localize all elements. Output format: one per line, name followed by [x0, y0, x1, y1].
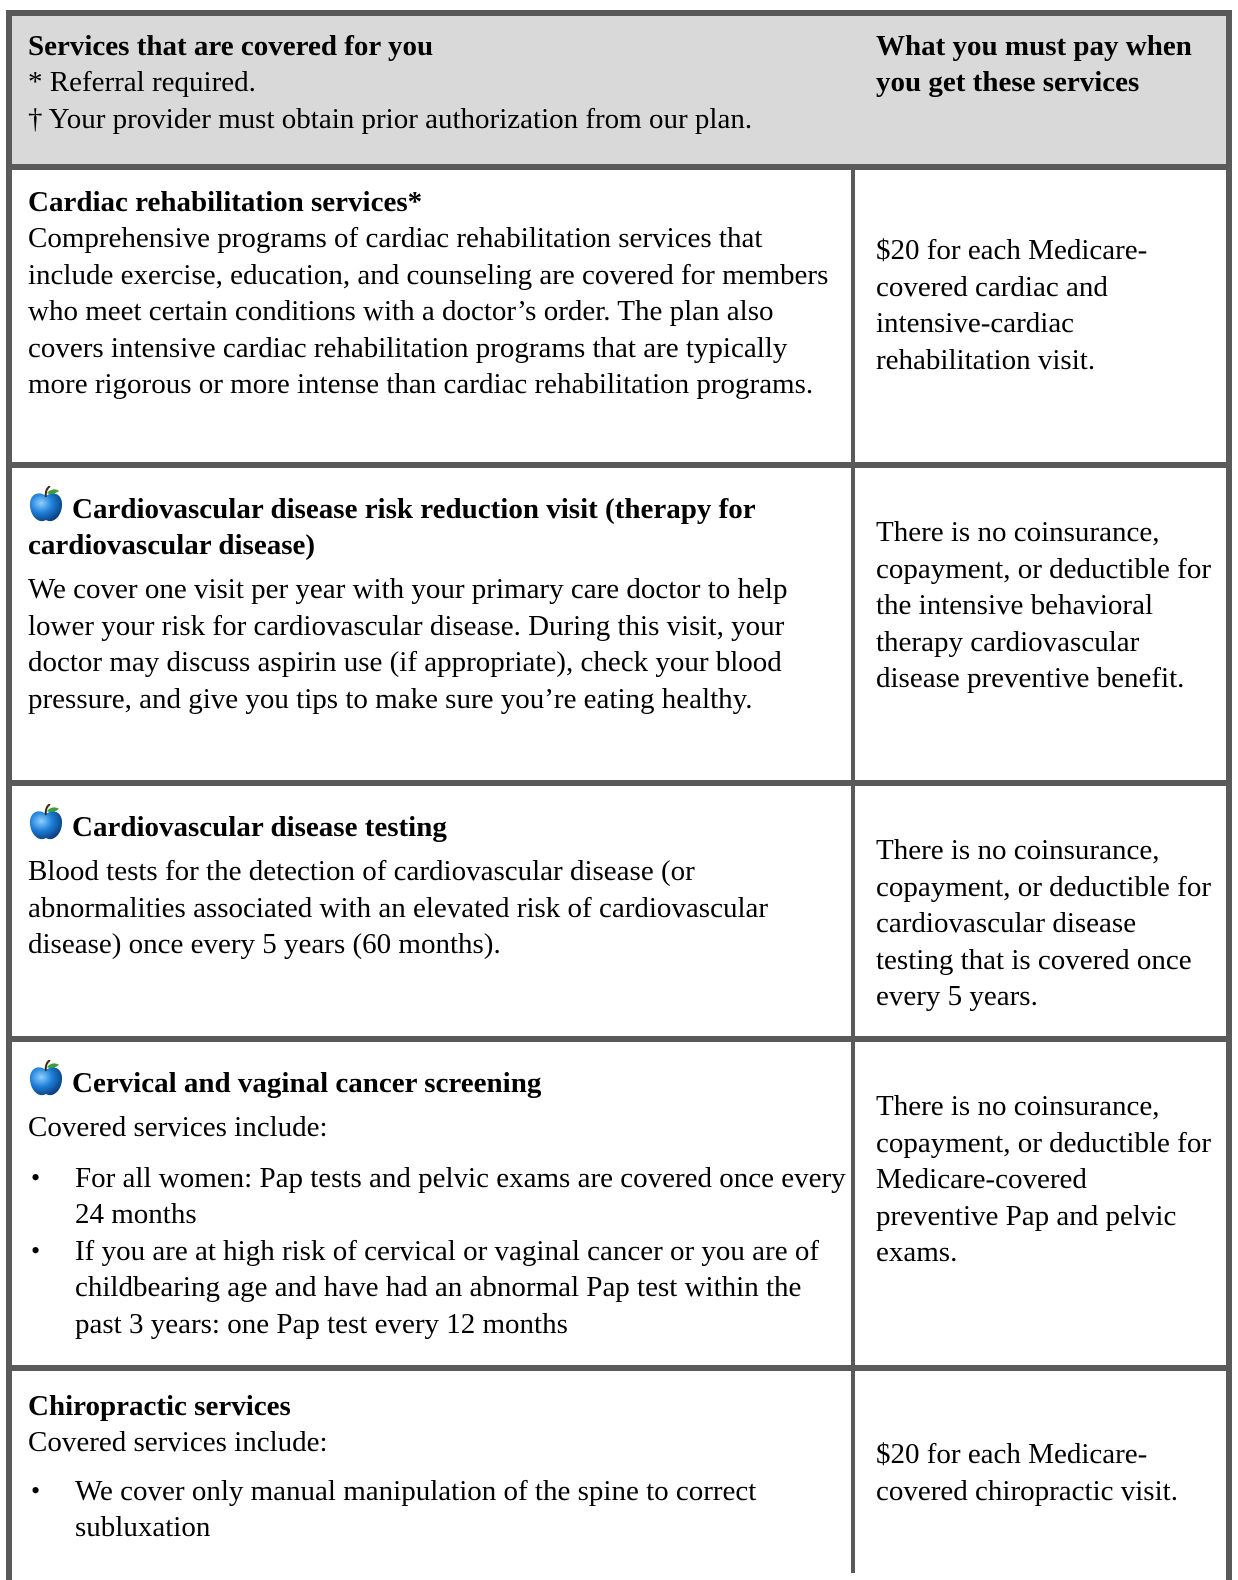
row-separator	[6, 780, 1232, 786]
row-title: Cardiovascular disease risk reduction visit (therapy for cardiovascular disease)	[28, 493, 756, 561]
row-intro: Covered services include:	[28, 1426, 328, 1458]
header-note-authorization: † Your provider must obtain prior authorization from our plan.	[28, 102, 753, 135]
row-cost: There is no coinsurance, copayment, or deductible for cardiovascular disease testing that is covered once every 5 years.	[876, 834, 1211, 1012]
row-title: Cardiovascular disease testing	[72, 811, 447, 843]
row-cost: $20 for each Medicare-covered chiropractic visit.	[876, 1438, 1178, 1507]
row-cost: $20 for each Medicare-covered cardiac and intensive-cardiac rehabilitation visit.	[876, 234, 1148, 376]
row-description: Blood tests for the detection of cardiovascular disease (or abnormalities associated with an elevated risk of cardiovascular disease) once every 5 years (60 months).	[28, 855, 769, 960]
apple-icon	[28, 804, 64, 842]
list-item: • For all women: Pap tests and pelvic exams are covered once every 24 months	[28, 1160, 848, 1233]
row-cardiovascular-risk-visit	[28, 486, 848, 717]
apple-icon	[28, 1060, 64, 1098]
header-services-title: Services that are covered for you	[28, 30, 434, 62]
row-cost: There is no coinsurance, copayment, or deductible for Medicare-covered preventive Pap and pelvic exams.	[876, 1090, 1211, 1268]
header-services-cell	[28, 28, 848, 137]
apple-icon	[28, 486, 64, 524]
header-pay-title: What you must pay when you get these services	[876, 30, 1192, 98]
row-cardiovascular-testing	[28, 804, 848, 963]
bullet-list	[28, 1160, 848, 1343]
row-title: Chiropractic services	[28, 1390, 291, 1422]
header-note-referral: * Referral required.	[28, 66, 256, 98]
row-intro: Covered services include:	[28, 1111, 328, 1143]
row-description: Comprehensive programs of cardiac rehabilitation services that include exercise, education, and counseling are covered for members who meet certain conditions with a doctor’s order. The plan also covers intensive cardiac rehabilitation programs that are typically more rigorous or more intense than cardiac rehabilitation programs.	[28, 222, 829, 400]
row-separator	[6, 164, 1232, 170]
list-item: • We cover only manual manipulation of the spine to correct subluxation	[28, 1473, 848, 1546]
row-chiropractic	[28, 1388, 848, 1546]
row-separator	[6, 1365, 1232, 1371]
row-title: Cervical and vaginal cancer screening	[72, 1067, 542, 1099]
row-title-wrap	[28, 1060, 848, 1101]
row-cervical-screening	[28, 1060, 848, 1342]
column-divider	[851, 166, 855, 1573]
row-cost: There is no coinsurance, copayment, or deductible for the intensive behavioral therapy cardiovascular disease preventive benefit.	[876, 516, 1211, 694]
row-separator	[6, 1036, 1232, 1042]
row-description: We cover one visit per year with your primary care doctor to help lower your risk for cardiovascular disease. During this visit, your doctor may discuss aspirin use (if appropriate), check your blood pressure, and give you tips to make sure you’re eating healthy.	[28, 573, 788, 715]
row-title: Cardiac rehabilitation services*	[28, 186, 423, 218]
bullet-list	[28, 1473, 848, 1546]
row-title-wrap	[28, 804, 848, 845]
list-item: • If you are at high risk of cervical or vaginal cancer or you are of childbearing age and have had an abnormal Pap test within the past 3 years: one Pap test every 12 months	[28, 1233, 848, 1343]
row-title-wrap	[28, 486, 848, 563]
row-separator	[6, 462, 1232, 468]
row-cardiac-rehab	[28, 184, 848, 403]
